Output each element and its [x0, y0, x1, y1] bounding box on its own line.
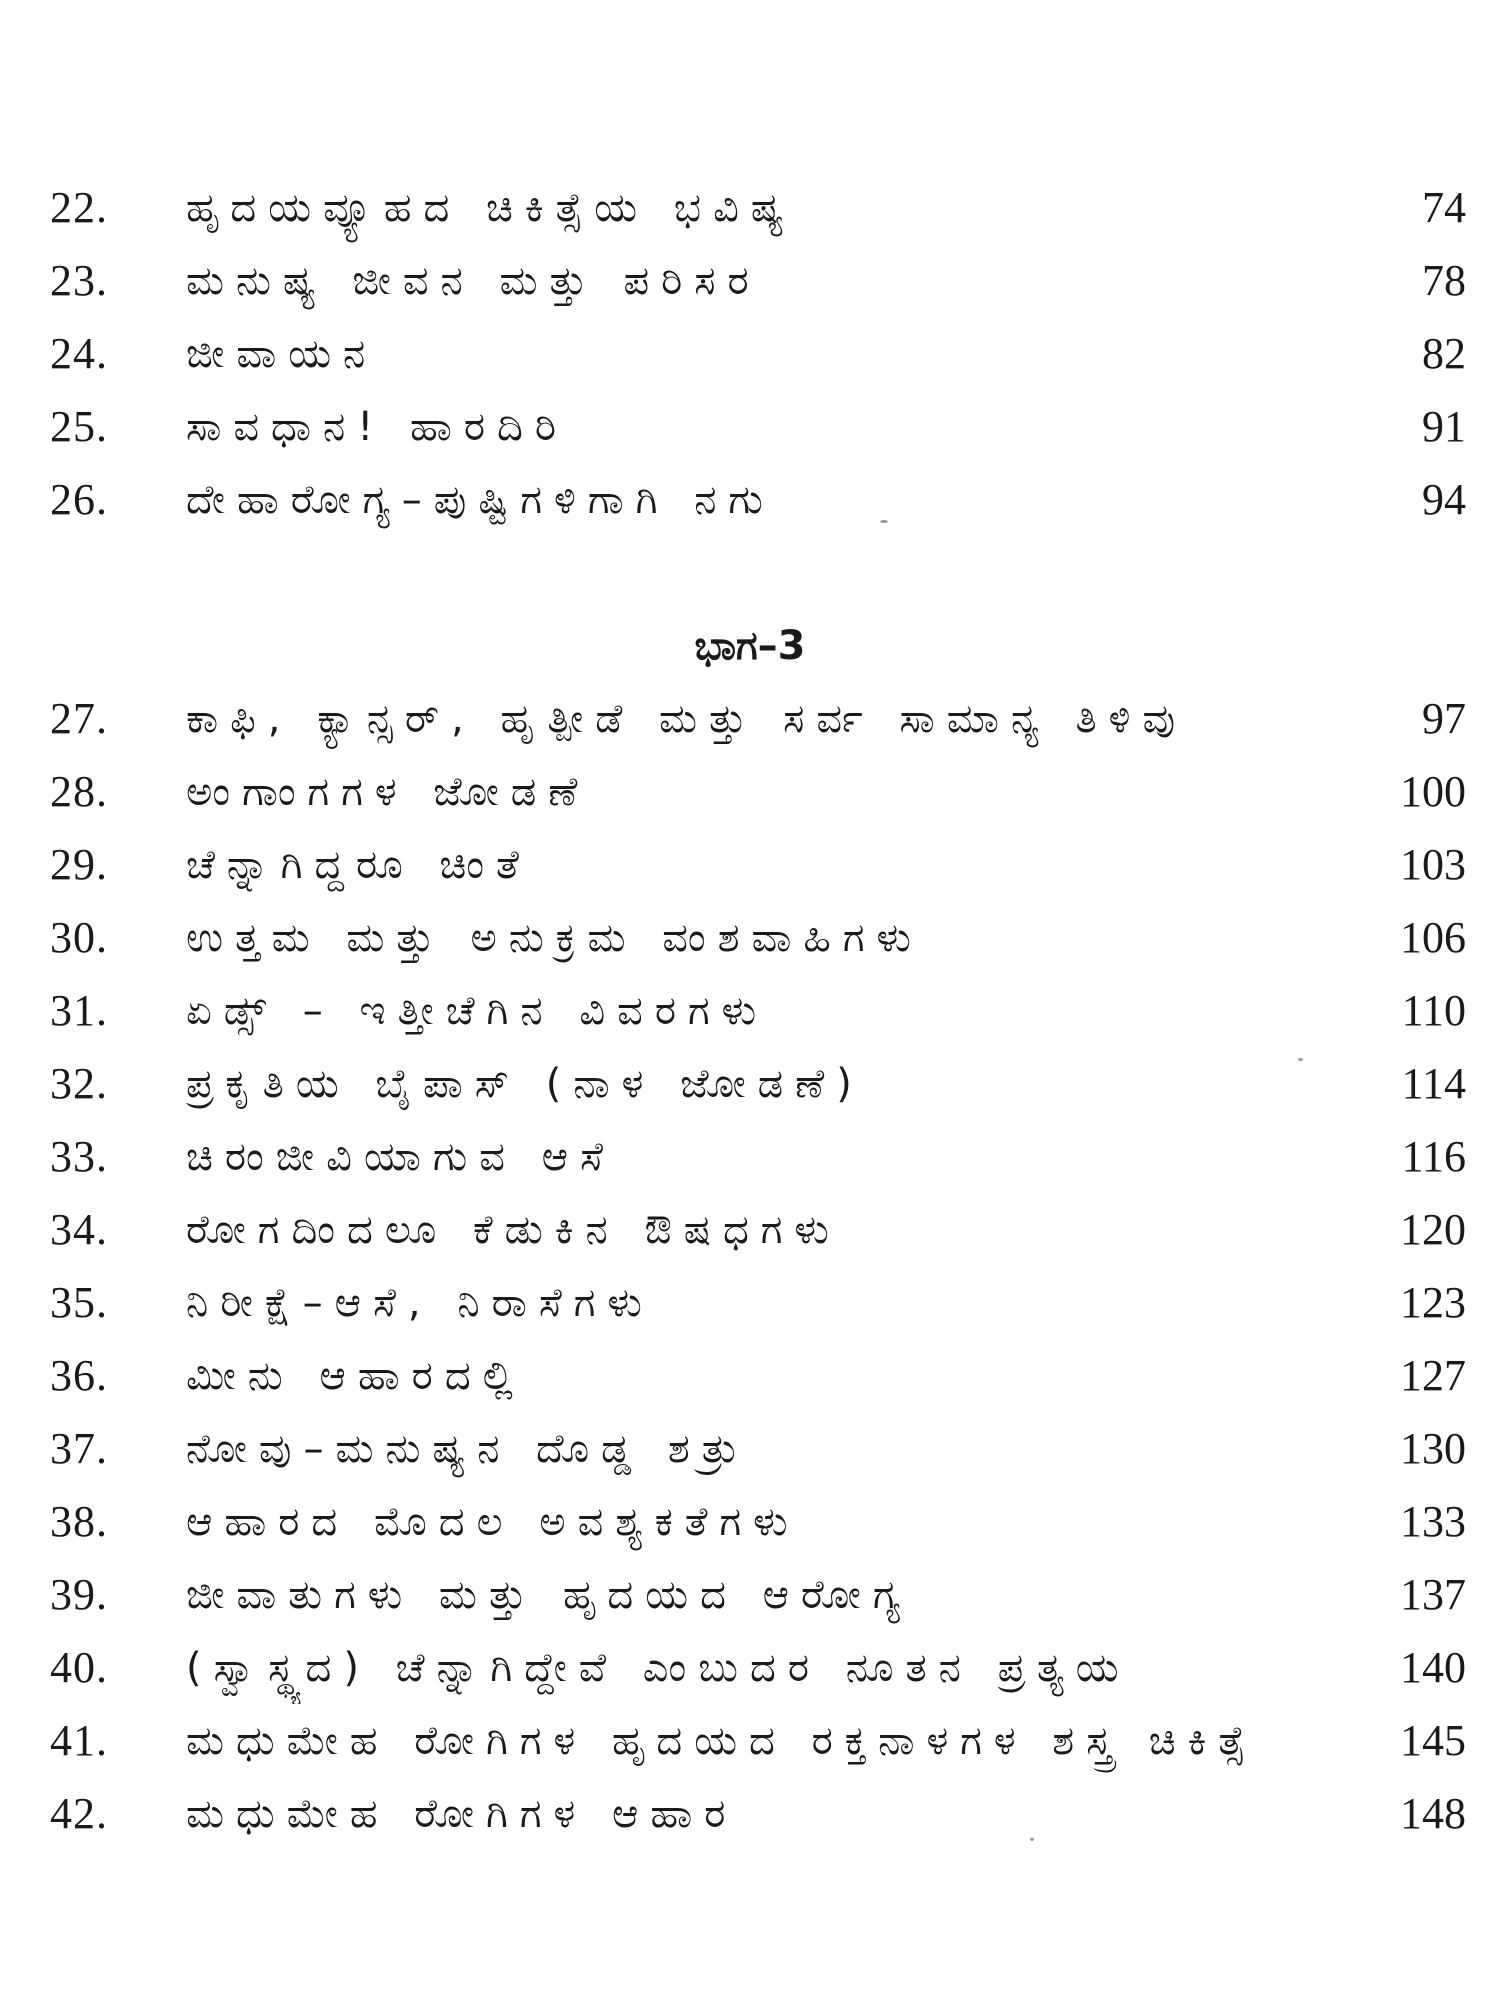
entry-page-number: 103 [1400, 840, 1466, 889]
entry-page-number: 91 [1422, 402, 1466, 451]
entry-number: 29. [50, 840, 108, 889]
entry-page-number: 137 [1400, 1570, 1466, 1619]
toc-entry [0, 245, 1500, 317]
entry-title: ರೋಗದಿಂದಲೂ ಕೆಡುಕಿನ ಔಷಧಗಳು [186, 1207, 841, 1253]
entry-page-number: 145 [1400, 1716, 1466, 1765]
toc-entry [0, 172, 1500, 244]
entry-number: 27. [50, 694, 108, 743]
entry-title: ನಿರೀಕ್ಷೆ–ಆಸೆ, ನಿರಾಸೆಗಳು [186, 1280, 654, 1326]
entry-number: 41. [50, 1716, 108, 1765]
entry-number: 37. [50, 1424, 108, 1473]
toc-entry [0, 1486, 1500, 1558]
entry-title: ಏಡ್ಸ್ – ಇತ್ತೀಚೆಗಿನ ವಿವರಗಳು [186, 988, 769, 1034]
entry-number: 36. [50, 1351, 108, 1400]
entry-number: 33. [50, 1132, 108, 1181]
toc-entry [0, 829, 1500, 901]
toc-entry [0, 1632, 1500, 1704]
entry-page-number: 110 [1401, 986, 1466, 1035]
toc-entry [0, 683, 1500, 755]
entry-title: ಜೀವಾಯನ [186, 331, 378, 377]
entry-number: 31. [50, 986, 108, 1035]
entry-title: ಹೃದಯವ್ಯೂಹದ ಚಿಕಿತ್ಸೆಯ ಭವಿಷ್ಯ [186, 185, 796, 231]
entry-title: ನೋವು–ಮನುಷ್ಯನ ದೊಡ್ಡ ಶತ್ರು [186, 1426, 750, 1472]
entry-page-number: 82 [1422, 329, 1466, 378]
entry-title: ಮನುಷ್ಯ ಜೀವನ ಮತ್ತು ಪರಿಸರ [186, 258, 761, 304]
entry-page-number: 106 [1400, 913, 1466, 962]
toc-entry [0, 1559, 1500, 1631]
entry-title: ಮಧುಮೇಹ ರೋಗಿಗಳ ಆಹಾರ [186, 1791, 738, 1837]
entry-title: ಕಾಫಿ, ಕ್ಯಾನ್ಸರ್, ಹೃತ್ಪೀಡೆ ಮತ್ತು ಸರ್ವ ಸಾಮಾನ್ಯ ತಿಳಿವು [186, 696, 1188, 742]
entry-number: 28. [50, 767, 108, 816]
section-heading: ಭಾಗ–3 [694, 623, 806, 669]
entry-page-number: 123 [1400, 1278, 1466, 1327]
entry-number: 23. [50, 256, 108, 305]
toc-entry [0, 1267, 1500, 1339]
entry-number: 26. [50, 475, 108, 524]
toc-entry [0, 391, 1500, 463]
entry-page-number: 140 [1400, 1643, 1466, 1692]
entry-number: 24. [50, 329, 108, 378]
entry-title: ಅಂಗಾಂಗಗಳ ಜೋಡಣೆ [186, 769, 590, 815]
entry-title: ಪ್ರಕೃತಿಯ ಬೈಪಾಸ್ (ನಾಳ ಜೋಡಣೆ) [186, 1061, 864, 1107]
entry-title: ದೇಹಾರೋಗ್ಯ–ಪುಷ್ಟಿಗಳಿಗಾಗಿ ನಗು [186, 477, 775, 523]
entry-number: 34. [50, 1205, 108, 1254]
entry-page-number: 116 [1401, 1132, 1466, 1181]
entry-number: 30. [50, 913, 108, 962]
toc-entry [0, 975, 1500, 1047]
entry-title: ಸಾವಧಾನ! ಹಾರದಿರಿ [186, 404, 568, 450]
toc-entry [0, 756, 1500, 828]
entry-number: 25. [50, 402, 108, 451]
entry-title: ಚಿರಂಜೀವಿಯಾಗುವ ಆಸೆ [186, 1134, 615, 1180]
scan-speck [1298, 1058, 1303, 1061]
entry-number: 38. [50, 1497, 108, 1546]
entry-title: ಉತ್ತಮ ಮತ್ತು ಅನುಕ್ರಮ ವಂಶವಾಹಿಗಳು [186, 915, 923, 961]
toc-entry [0, 464, 1500, 536]
scan-speck [1030, 1838, 1034, 1841]
entry-title: ಮೀನು ಆಹಾರದಲ್ಲಿ [186, 1353, 525, 1399]
toc-entry [0, 1048, 1500, 1120]
entry-title: ಮಧುಮೇಹ ರೋಗಿಗಳ ಹೃದಯದ ರಕ್ತನಾಳಗಳ ಶಸ್ತ್ರ ಚಿಕಿತ್ಸೆ [186, 1718, 1258, 1764]
toc-entry [0, 1121, 1500, 1193]
entry-number: 35. [50, 1278, 108, 1327]
entry-number: 22. [50, 183, 108, 232]
entry-page-number: 97 [1422, 694, 1466, 743]
entry-title: ಚೆನ್ನಾಗಿದ್ದರೂ ಚಿಂತೆ [186, 842, 531, 888]
toc-entry [0, 318, 1500, 390]
entry-page-number: 100 [1400, 767, 1466, 816]
entry-page-number: 127 [1400, 1351, 1466, 1400]
entry-number: 42. [50, 1789, 108, 1838]
entry-number: 32. [50, 1059, 108, 1108]
toc-entry [0, 1778, 1500, 1850]
toc-entry [0, 1194, 1500, 1266]
entry-title: ಜೀವಾತುಗಳು ಮತ್ತು ಹೃದಯದ ಆರೋಗ್ಯ [186, 1572, 912, 1618]
scan-speck [880, 520, 888, 523]
entry-page-number: 114 [1401, 1059, 1466, 1108]
entry-page-number: 94 [1422, 475, 1466, 524]
entry-title: ಆಹಾರದ ಮೊದಲ ಅವಶ್ಯಕತೆಗಳು [186, 1499, 800, 1545]
entry-number: 40. [50, 1643, 108, 1692]
entry-title: (ಸ್ವಾಸ್ಥ್ಯದ) ಚೆನ್ನಾಗಿದ್ದೇವೆ ಎಂಬುದರ ನೂತನ ಪ್ರತ್ಯಯ [186, 1645, 1131, 1691]
entry-page-number: 120 [1400, 1205, 1466, 1254]
toc-entry [0, 1413, 1500, 1485]
entry-page-number: 133 [1400, 1497, 1466, 1546]
toc-entry [0, 902, 1500, 974]
entry-page-number: 78 [1422, 256, 1466, 305]
toc-entry [0, 1705, 1500, 1777]
entry-page-number: 130 [1400, 1424, 1466, 1473]
entry-number: 39. [50, 1570, 108, 1619]
toc-entry [0, 1340, 1500, 1412]
entry-page-number: 74 [1422, 183, 1466, 232]
entry-page-number: 148 [1400, 1789, 1466, 1838]
